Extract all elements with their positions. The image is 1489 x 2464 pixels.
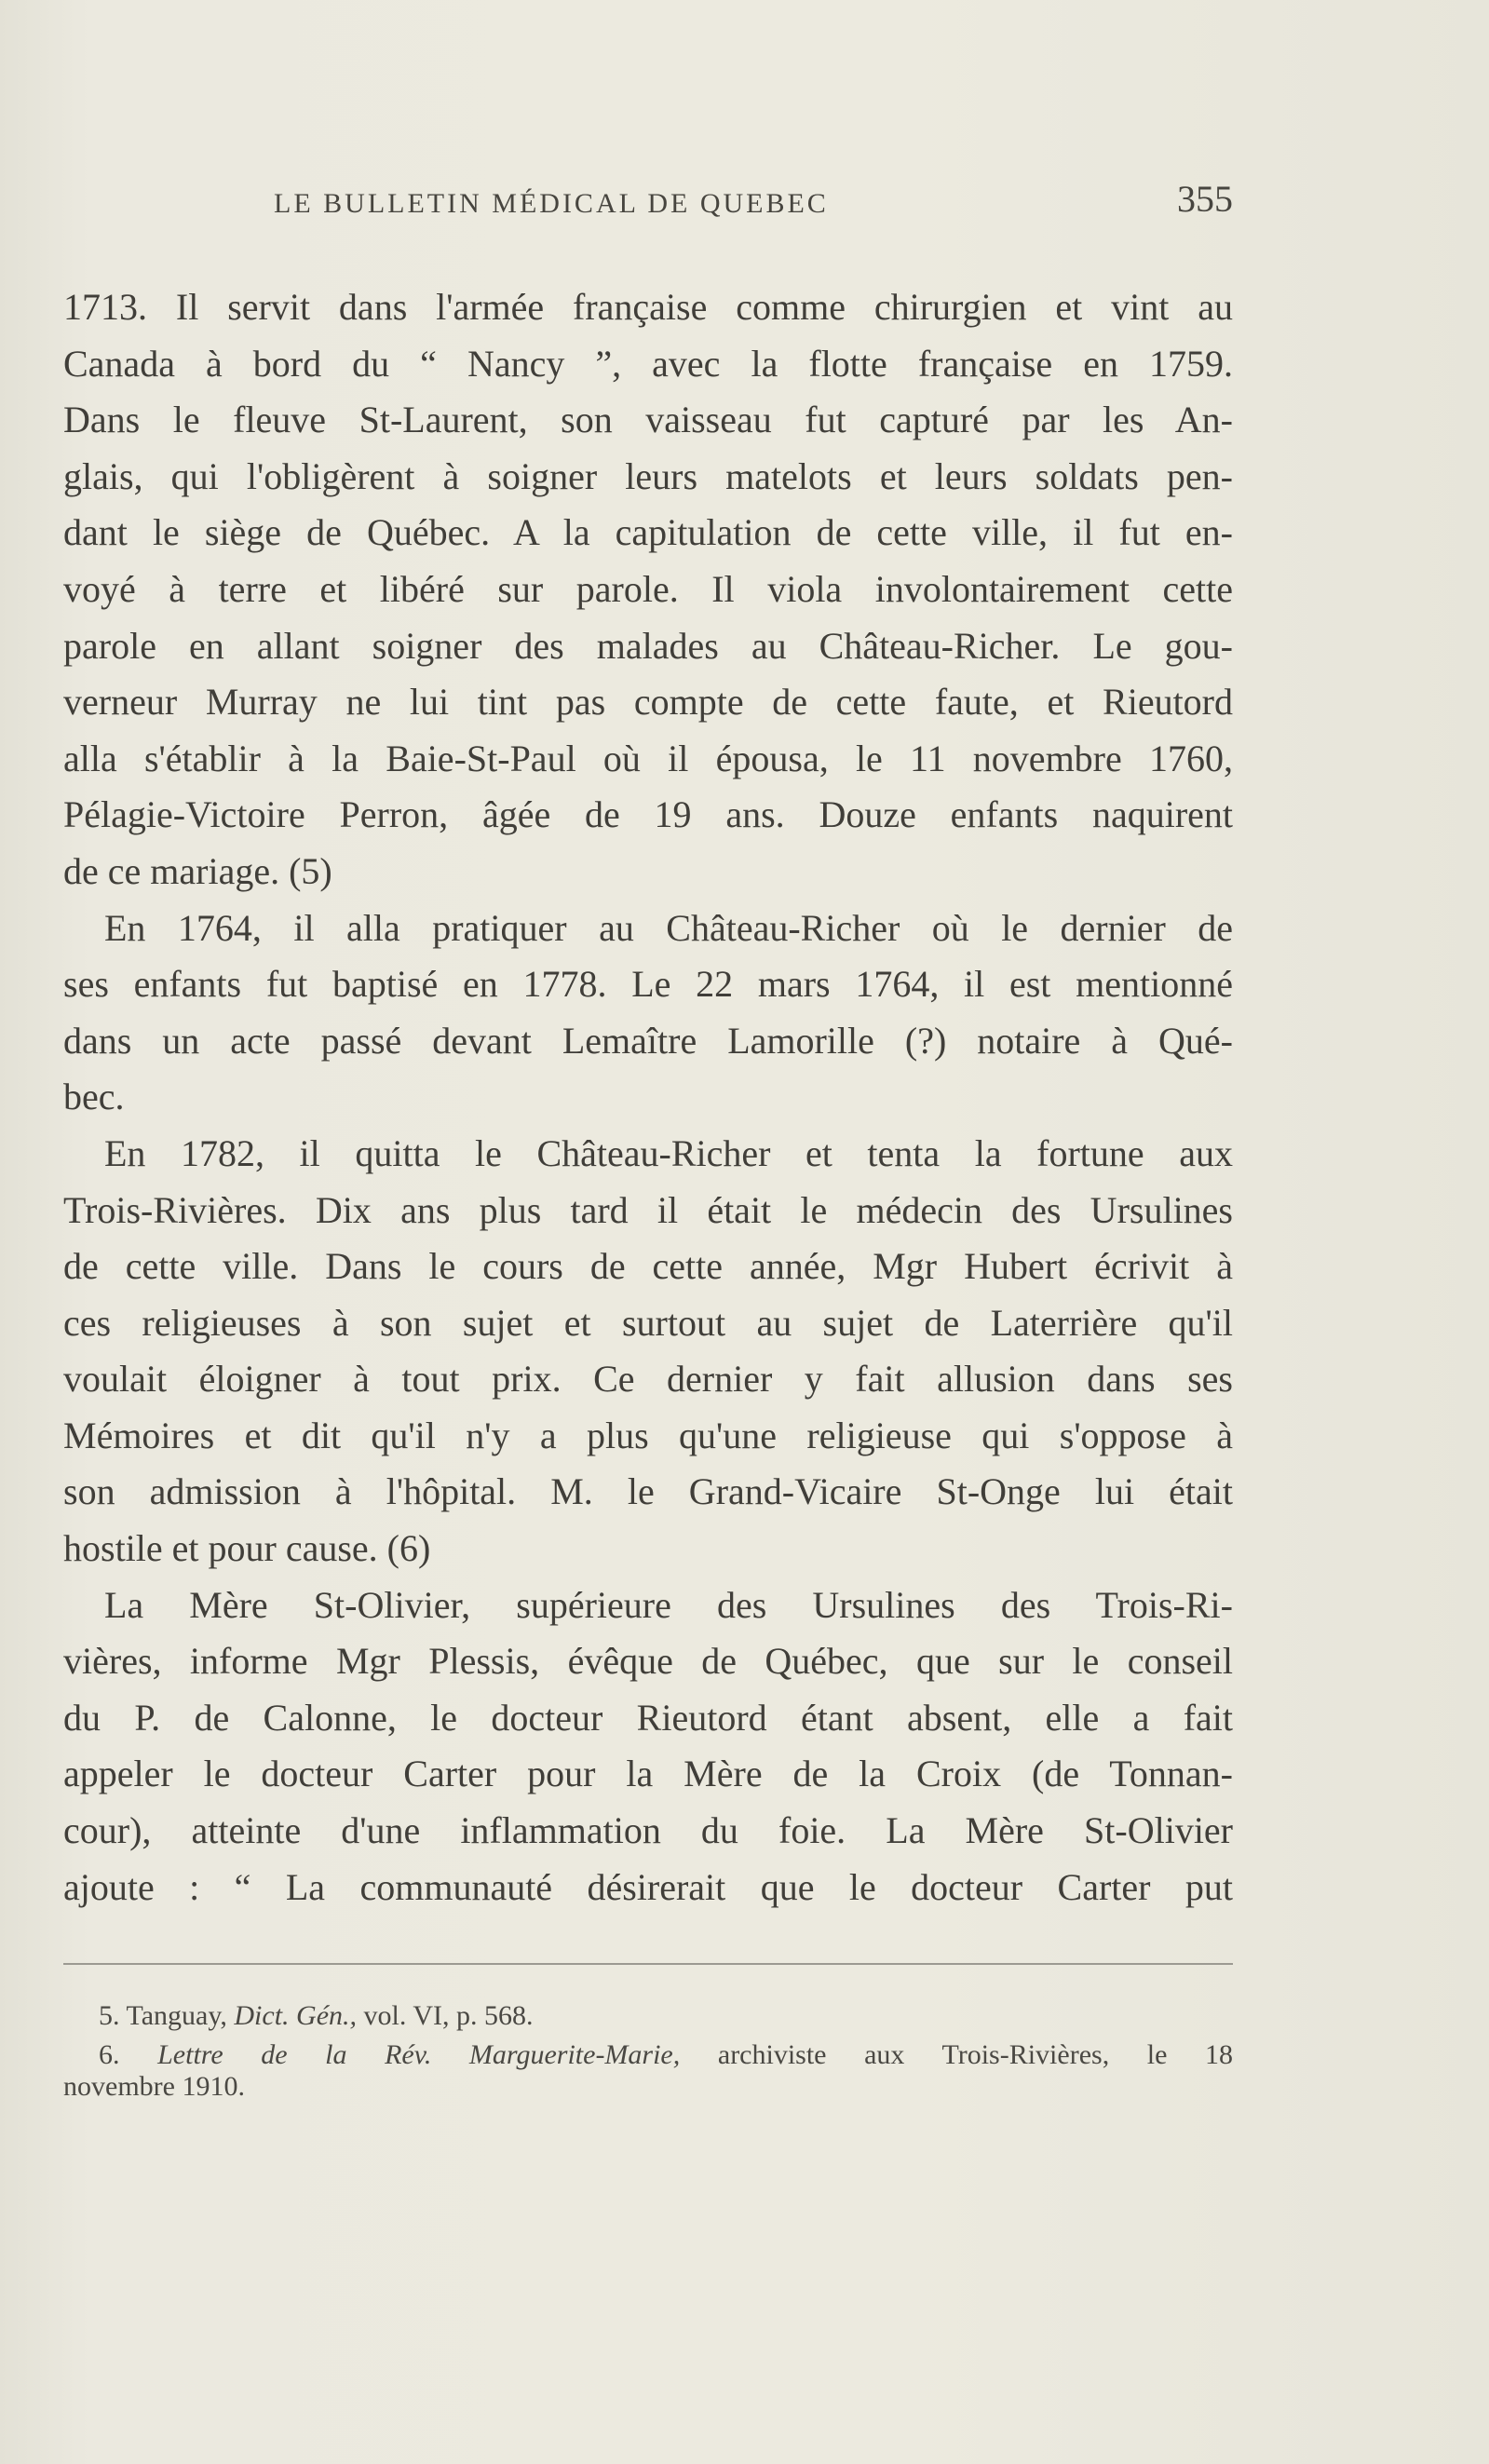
text-line: voyé à terre et libéré sur parole. Il viola involontairement cette [63, 567, 1233, 610]
text-line: ajoute : “ La communauté désirerait que le docteur Carter put [63, 1865, 1233, 1908]
text-line: parole en allant soigner des malades au Château-Richer. Le gou- [63, 624, 1233, 667]
text-line: bec. [63, 1076, 125, 1118]
text-line: du P. de Calonne, le docteur Rieutord étant absent, elle a fait [63, 1696, 1233, 1739]
text-line: Mémoires et dit qu'il n'y a plus qu'une religieuse qui s'oppose à [63, 1414, 1233, 1456]
text-line: ces religieuses à son sujet et surtout au sujet de Laterrière qu'il [63, 1301, 1233, 1344]
text-line: de ce mariage. (5) [63, 849, 332, 892]
text-line: ses enfants fut baptisé en 1778. Le 22 mars 1764, il est mentionné [63, 963, 1233, 1006]
footnote-text: vol. VI, p. 568. [363, 2000, 534, 2031]
footnote-6 [63, 2039, 1233, 2071]
text-line: 1713. Il servit dans l'armée française comme chirurgien et vint au [63, 286, 1233, 328]
paragraph-first-line: En 1782, il quitta le Château-Richer et tenta la fortune aux [104, 1131, 1233, 1174]
paragraph-first-line: En 1764, il alla pratiquer au Château-Richer où le dernier de [104, 906, 1233, 949]
footnote-5 [63, 2000, 1233, 2039]
footnote-number: 5. [99, 2000, 120, 2031]
text-line: Canada à bord du “ Nancy ”, avec la flotte française en 1759. [63, 342, 1233, 385]
text-line: dant le siège de Québec. A la capitulation de cette ville, il fut en- [63, 511, 1233, 554]
page-header [63, 177, 1233, 233]
footnotes [63, 2000, 1233, 2103]
text-line: de cette ville. Dans le cours de cette année, Mgr Hubert écrivit à [63, 1245, 1233, 1288]
text-line: dans un acte passé devant Lemaître Lamorille (?) notaire à Qué- [63, 1019, 1233, 1062]
page-number: 355 [1177, 178, 1233, 220]
body-text [63, 279, 1233, 1916]
running-title: LE BULLETIN MÉDICAL DE QUEBEC [274, 188, 829, 219]
text-line: alla s'établir à la Baie-St-Paul où il épousa, le 11 novembre 1760, [63, 737, 1233, 779]
footnote-title: Dict. Gén., [234, 2000, 358, 2031]
footnote-divider [63, 1963, 1233, 1965]
text-line: vières, informe Mgr Plessis, évêque de Québec, que sur le conseil [63, 1640, 1233, 1683]
footnote-author: Tanguay, [126, 2000, 227, 2031]
paragraph-first-line: La Mère St-Olivier, supérieure des Ursulines des Trois-Ri- [104, 1583, 1233, 1626]
text-line: voulait éloigner à tout prix. Ce dernier y fait allusion dans ses [63, 1358, 1233, 1401]
text-line: appeler le docteur Carter pour la Mère de la Croix (de Tonnan- [63, 1753, 1233, 1795]
text-line: cour), atteinte d'une inflammation du foie. La Mère St-Olivier [63, 1809, 1233, 1852]
footnote-6-continuation: novembre 1910. [63, 2071, 245, 2102]
text-line: Pélagie-Victoire Perron, âgée de 19 ans. Douze enfants naquirent [63, 793, 1233, 836]
footnote-title: Lettre de la Rév. Marguerite-Marie, [157, 2039, 681, 2070]
text-line: son admission à l'hôpital. M. le Grand-Vicaire St-Onge lui était [63, 1470, 1233, 1513]
text-line: verneur Murray ne lui tint pas compte de cette faute, et Rieutord [63, 681, 1233, 724]
text-line: Dans le fleuve St-Laurent, son vaisseau fut capturé par les An- [63, 399, 1233, 441]
text-line: Trois-Rivières. Dix ans plus tard il était le médecin des Ursulines [63, 1188, 1233, 1231]
footnote-number: 6. [99, 2039, 120, 2070]
text-line: hostile et pour cause. (6) [63, 1527, 431, 1570]
text-line: glais, qui l'obligèrent à soigner leurs matelots et leurs soldats pen- [63, 454, 1233, 497]
footnote-text: archiviste aux Trois-Rivières, le 18 [717, 2039, 1234, 2070]
